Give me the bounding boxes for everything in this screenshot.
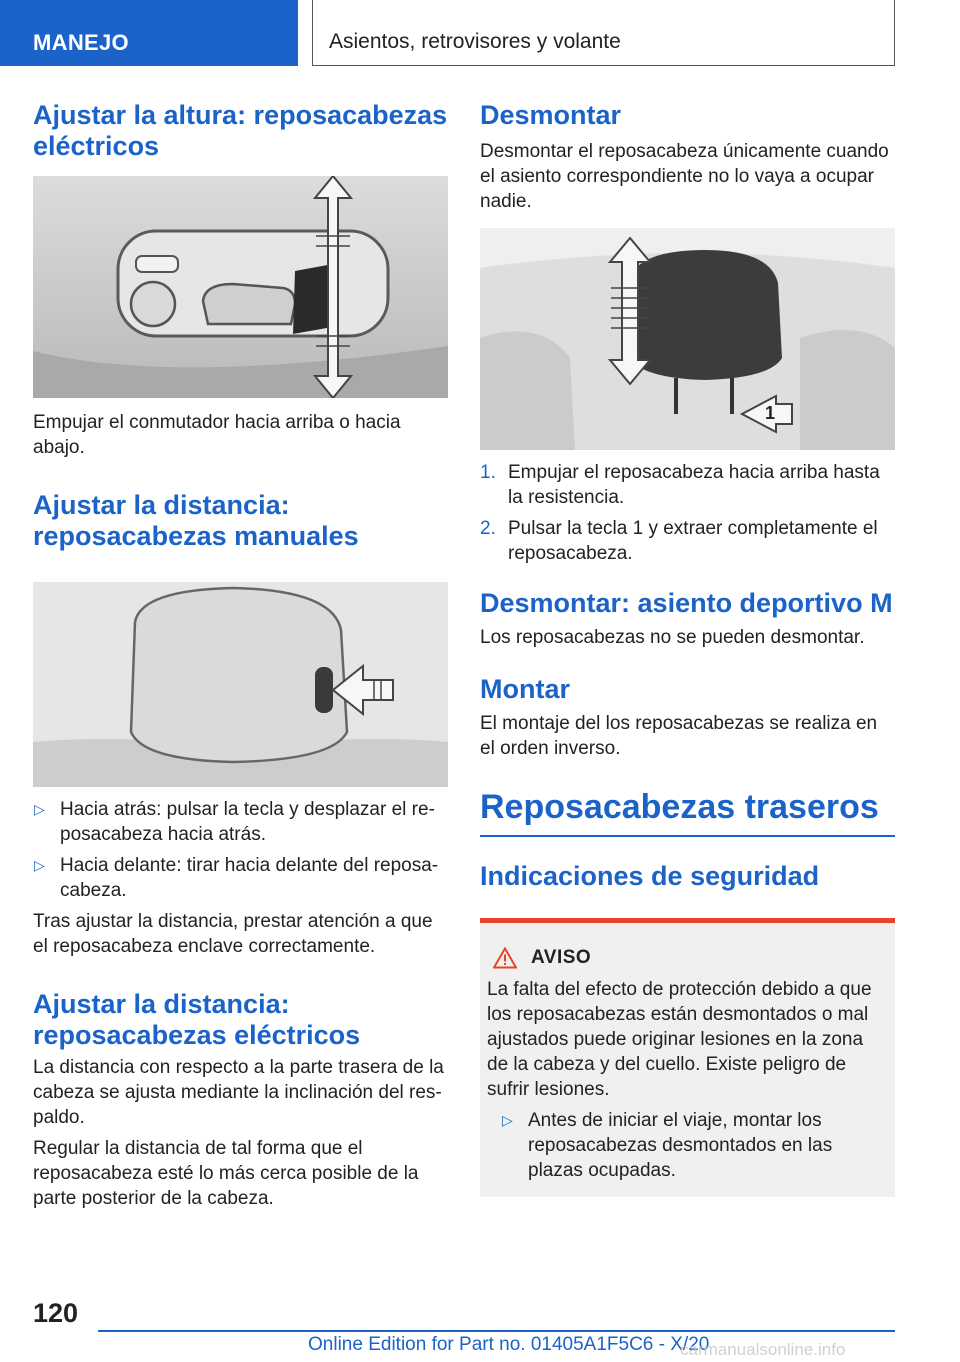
headrest-illustration bbox=[33, 582, 448, 787]
footer-edition: Online Edition for Part no. 01405A1F5C6 - X/20 bbox=[308, 1334, 710, 1355]
list-item: ▷ Antes de iniciar el viaje, montar los reposacabezas desmontados en las plazas ocupadas. bbox=[502, 1110, 833, 1181]
list-item: 1. Empujar el reposacabeza hacia arriba hasta la resistencia. bbox=[480, 462, 880, 508]
paragraph-height: Empujar el conmutador hacia arriba o hacia abajo. bbox=[33, 412, 401, 458]
footer-rule bbox=[98, 1330, 895, 1332]
heading-distance-manual: Ajustar la distancia: reposacabezas manuales bbox=[33, 490, 359, 551]
list-item: ▷ Hacia delante: tirar hacia delante del reposacabeza. bbox=[34, 855, 439, 901]
list-item: ▷ Hacia atrás: pulsar la tecla y desplazar el reposacabeza hacia atrás. bbox=[34, 799, 435, 845]
paragraph-after-manual: Tras ajustar la distancia, prestar atención a que el reposacabeza enclave correctamente. bbox=[33, 911, 433, 957]
right-column bbox=[480, 100, 895, 1197]
warning-triangle-icon bbox=[493, 947, 517, 969]
heading-distance-electric: Ajustar la distancia: reposacabezas eléctricos bbox=[33, 989, 361, 1050]
heading-height-electric: Ajustar la altura: reposacabezas eléctricos bbox=[33, 100, 448, 161]
warning-text: La falta del efecto de protección debido a que los reposacabezas están desmontados o mal ajustados puede originar lesiones en la zona de la cabeza y del cuello. Existe peligro de sufrir lesiones. bbox=[487, 979, 872, 1100]
heading-safety: Indicaciones de seguridad bbox=[480, 861, 820, 891]
paragraph-remove: Desmontar el reposacabeza únicamente cuando el asiento correspondiente no lo vaya a ocupar nadie. bbox=[480, 141, 889, 212]
section-tab bbox=[0, 0, 298, 66]
left-column bbox=[33, 100, 448, 1211]
triangle-bullet-icon: ▷ bbox=[34, 801, 45, 817]
warning-label: AVISO bbox=[531, 947, 592, 968]
chapter-box bbox=[312, 0, 895, 66]
paragraph-electric-1: La distancia con respecto a la parte trasera de la cabeza se ajusta mediante la inclinación del respaldo. bbox=[33, 1057, 444, 1128]
paragraph-remove-sport: Los reposacabezas no se pueden desmontar. bbox=[480, 627, 865, 648]
warning-box bbox=[480, 918, 895, 1197]
image-callout-number: 1 bbox=[765, 403, 776, 423]
paragraph-install: El montaje del los reposacabezas se realiza en el orden inverso. bbox=[480, 713, 878, 759]
heading-install: Montar bbox=[480, 674, 570, 704]
list-item: 2. Pulsar la tecla 1 y extraer completamente el reposacabeza. bbox=[480, 518, 878, 564]
triangle-bullet-icon: ▷ bbox=[34, 857, 45, 873]
remove-steps-list bbox=[480, 460, 895, 566]
section-title: MANEJO bbox=[33, 30, 129, 55]
chapter-title: Asientos, retrovisores y volante bbox=[329, 30, 621, 53]
manual-adjust-list bbox=[33, 797, 448, 903]
heading-remove-sport: Desmontar: asiento deportivo M bbox=[480, 588, 893, 618]
switch-illustration bbox=[33, 176, 448, 398]
paragraph-electric-2: Regular la distancia de tal forma que el reposacabeza esté lo más cerca posible de la parte posterior de la cabeza. bbox=[33, 1138, 419, 1209]
heading-rear-headrests: Reposacabezas traseros bbox=[480, 787, 895, 837]
warning-list bbox=[487, 1108, 885, 1183]
rear-headrest-illustration bbox=[480, 228, 895, 450]
triangle-bullet-icon: ▷ bbox=[502, 1112, 513, 1128]
watermark: carmanualsonline.info bbox=[680, 1340, 846, 1359]
heading-remove: Desmontar bbox=[480, 100, 622, 130]
page-number: 120 bbox=[33, 1298, 79, 1328]
warning-header bbox=[487, 947, 885, 969]
